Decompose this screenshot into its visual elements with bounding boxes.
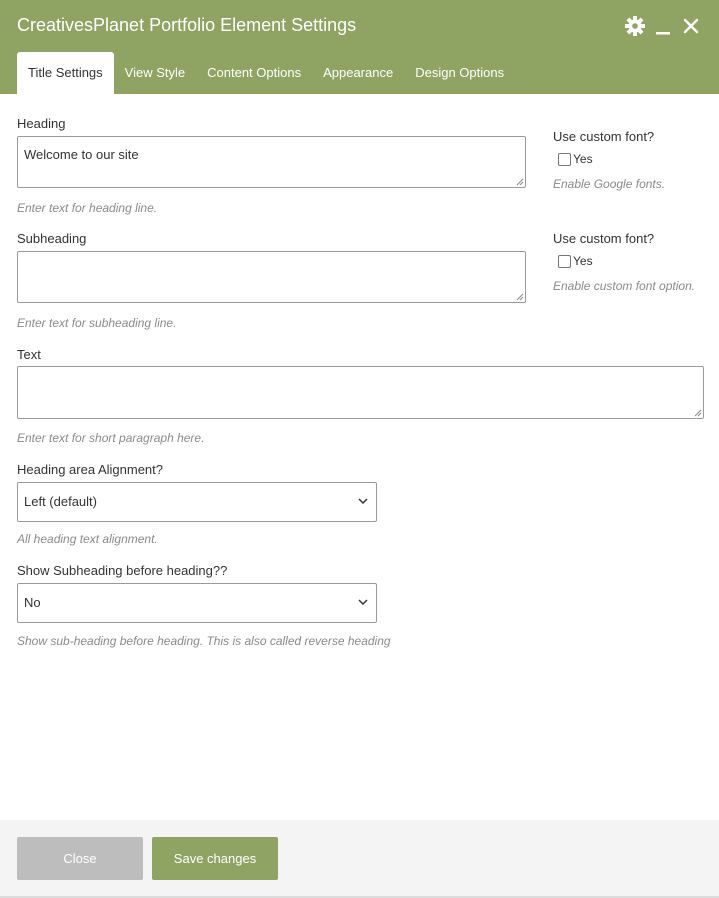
window-title: CreativesPlanet Portfolio Element Settings [17, 15, 357, 35]
reverse-heading-help: Show sub-heading before heading. This is also called reverse heading [17, 634, 391, 648]
heading-textarea[interactable] [17, 136, 526, 188]
heading-value: Welcome to our site [24, 147, 139, 162]
subheading-textarea[interactable] [17, 251, 526, 303]
tab-appearance[interactable]: Appearance [323, 65, 394, 80]
save-changes-button[interactable]: Save changes [152, 837, 278, 880]
tab-view-style[interactable]: View Style [124, 65, 186, 80]
heading-custom-font-option: Yes [573, 152, 593, 166]
reverse-heading-selected-value: No [24, 595, 41, 610]
subheading-label: Subheading [17, 231, 87, 246]
subheading-custom-font-checkbox[interactable] [558, 255, 571, 268]
alignment-help: All heading text alignment. [17, 532, 158, 546]
heading-help: Enter text for heading line. [17, 201, 158, 215]
text-textarea[interactable] [17, 366, 704, 419]
modal-footer [0, 820, 719, 898]
tab-title-settings[interactable]: Title Settings [17, 52, 114, 94]
alignment-select[interactable] [17, 482, 377, 522]
resize-grip-icon[interactable] [516, 178, 524, 186]
subheading-custom-font-label: Use custom font? [553, 231, 655, 246]
resize-grip-icon[interactable] [516, 293, 524, 301]
chevron-down-icon [358, 497, 368, 505]
tab-content-options[interactable]: Content Options [207, 65, 302, 80]
text-help: Enter text for short paragraph here. [17, 431, 205, 445]
gear-icon[interactable] [625, 15, 645, 37]
text-label: Text [17, 347, 41, 362]
modal-header [0, 0, 719, 94]
minimize-icon[interactable] [653, 15, 673, 37]
heading-custom-font-label: Use custom font? [553, 129, 655, 144]
chevron-down-icon [358, 598, 368, 606]
reverse-heading-select[interactable] [17, 583, 377, 623]
heading-custom-font-help: Enable Google fonts. [553, 177, 666, 191]
heading-label: Heading [17, 116, 66, 131]
tab-design-options[interactable]: Design Options [415, 65, 505, 80]
subheading-custom-font-help: Enable custom font option. [553, 279, 696, 293]
tab-bar [17, 52, 515, 94]
resize-grip-icon[interactable] [694, 409, 702, 417]
reverse-heading-label: Show Subheading before heading?? [17, 563, 228, 578]
close-button[interactable]: Close [17, 837, 143, 880]
close-icon[interactable] [681, 15, 701, 37]
heading-custom-font-checkbox[interactable] [558, 153, 571, 166]
subheading-custom-font-option: Yes [573, 254, 593, 268]
subheading-help: Enter text for subheading line. [17, 316, 177, 330]
header-controls [625, 15, 701, 37]
alignment-label: Heading area Alignment? [17, 462, 163, 477]
alignment-selected-value: Left (default) [24, 494, 97, 509]
